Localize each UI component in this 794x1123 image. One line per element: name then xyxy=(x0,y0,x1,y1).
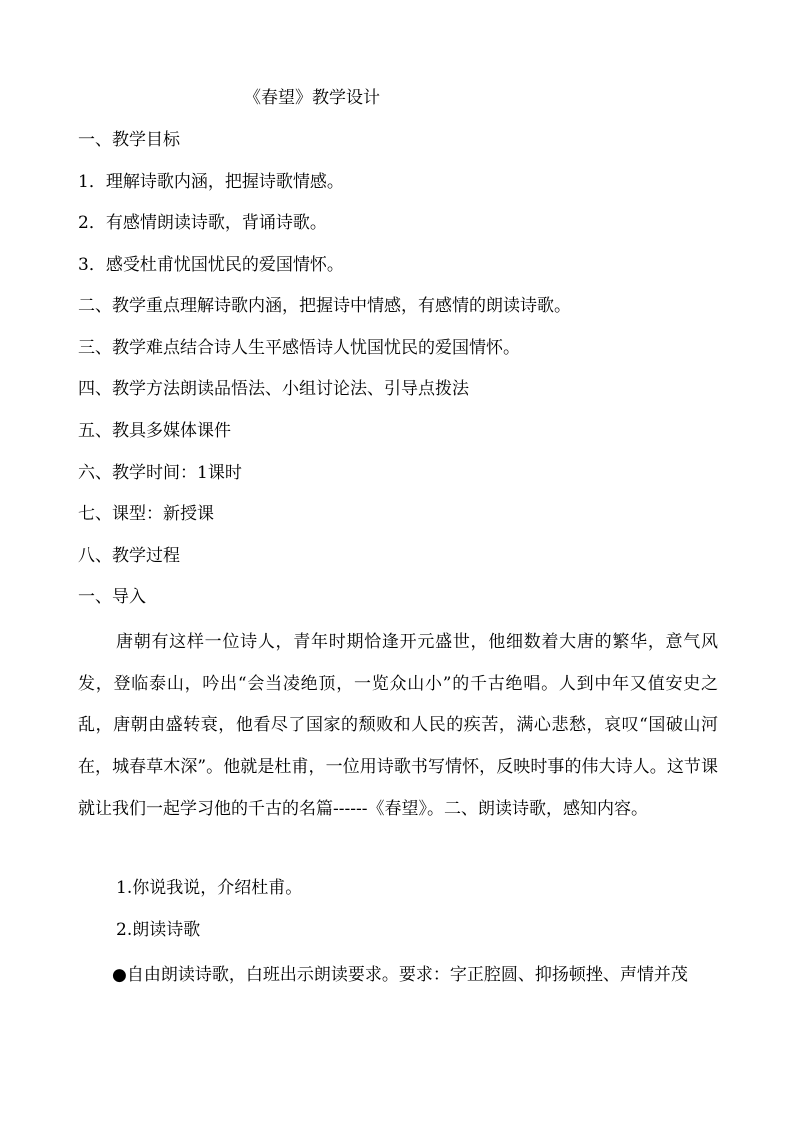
section-heading-process: 八、教学过程 xyxy=(78,546,180,566)
section-heading-lesson-type: 七、课型：新授课 xyxy=(78,504,214,524)
section-heading-introduction: 一、导入 xyxy=(78,587,146,607)
objective-item-3: 3．感受杜甫忧国忧民的爱国情怀。 xyxy=(78,255,344,275)
section-heading-tools: 五、教具多媒体课件 xyxy=(78,421,231,441)
sub-item-read-poem: 2.朗读诗歌 xyxy=(116,920,201,940)
section-heading-key-points: 二、教学重点理解诗歌内涵，把握诗中情感，有感情的朗读诗歌。 xyxy=(78,296,571,316)
section-heading-difficulties: 三、教学难点结合诗人生平感悟诗人忧国忧民的爱国情怀。 xyxy=(78,338,520,358)
objective-item-2: 2．有感情朗读诗歌，背诵诗歌。 xyxy=(78,213,327,233)
section-heading-objectives: 一、教学目标 xyxy=(78,130,180,150)
section-heading-methods: 四、教学方法朗读品悟法、小组讨论法、引导点拨法 xyxy=(78,379,469,399)
intro-paragraph: 唐朝有这样一位诗人，青年时期恰逢开元盛世，他细数着大唐的繁华，意气风发，登临泰山，吟出“会当凌绝顶，一览众山小”的千古绝唱。人到中年又值安史之乱，唐朝由盛转衰，他看尽了国家的颓败和人民的疾苦，满心悲愁，哀叹“国破山河在，城春草木深”。他就是杜甫，一位用诗歌书写情怀，反映时事的伟大诗人。这节课就让我们一起学习他的千古的名篇------《春望》。二、朗读诗歌，感知内容。 xyxy=(78,632,718,819)
reading-requirement-paragraph: ●自由朗读诗歌，白班出示朗读要求。要求：字正腔圆、抑扬顿挫、声情并茂 xyxy=(112,965,688,985)
document-title: 《春望》教学设计 xyxy=(244,88,380,108)
section-heading-time: 六、教学时间：1课时 xyxy=(78,463,242,483)
sub-item-introduce-dufu: 1.你说我说，介绍杜甫。 xyxy=(116,878,303,898)
objective-item-1: 1．理解诗歌内涵，把握诗歌情感。 xyxy=(78,172,344,192)
